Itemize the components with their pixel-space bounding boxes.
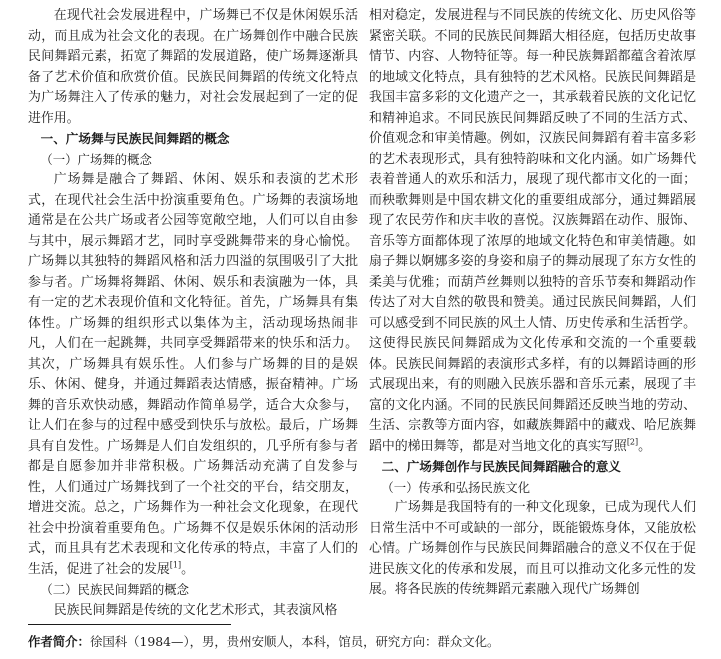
footnote-text: 徐国科（1984—），男，贵州安顺人，本科，馆员，研究方向：群众文化。 — [89, 634, 500, 649]
body-paragraph: 民族民间舞蹈是传统的文化艺术形式，其表演风格 — [53, 602, 338, 618]
intro-paragraph: 在现代社会发展进程中，广场舞已不仅是休闲娱乐活动，而且成为社会文化的表现。在广场舞创作中融合民族民间舞蹈元素，拓宽了舞蹈的发展道路，使广场舞逐渐具备了艺术价值和欣赏价值。民族民间舞蹈的传统文化特点为广场舞注入了传承的魅力，对社会发展起到了一定的促进作用。 — [28, 8, 358, 126]
subsection-heading-2: （二）民族民间舞蹈的概念 — [40, 582, 190, 597]
right-column — [369, 6, 696, 606]
section-heading-2: 二、广场舞创作与民族民间舞蹈融合的意义 — [381, 459, 621, 474]
paragraph-text: 广场舞是融合了舞蹈、休闲、娱乐和表演的艺术形式，在现代社会生活中扮演重要角色。广场舞的表演场地通常是在公共广场或者公园等宽敞空地，人们可以自由参与其中，展示舞蹈才艺，同时享受跳舞带来的身心愉悦。广场舞以其独特的舞蹈风格和活力四溢的氛围吸引了大批参与者。广场舞将舞蹈、休闲、娱乐和表演融为一体，具有一定的艺术表现价值和文化特征。首先，广场舞具有集体性。广场舞的组织形式以集体为主，活动现场热闹非凡，人们在一起跳舞，共同享受舞蹈带来的快乐和活力。其次，广场舞具有娱乐性。人们参与广场舞的目的是娱乐、休闲、健身，并通过舞蹈表达情感，振奋精神。广场舞的音乐欢快动感，舞蹈动作简单易学，适合大众参与，让人们在参与的过程中感受到快乐与放松。最后，广场舞具有自发性。广场舞是人们自发组织的，几乎所有参与者都是自愿参加并非常积极。广场舞活动充满了自发参与性，人们通过广场舞找到了一个社交的平台，结交朋友，增进交流。总之，广场舞作为一种社会文化现象，在现代社会中扮演着重要角色。广场舞不仅是娱乐休闲的活动形式，而且具有艺术表现和文化传承的特点，丰富了人们的生活，促进了社会的发展 — [28, 172, 358, 577]
citation-ref: [2] — [626, 437, 639, 447]
citation-ref: [1] — [169, 560, 182, 570]
subsection-heading-3: （一）传承和弘扬民族文化 — [381, 479, 531, 495]
section-heading-1: 一、广场舞与民族民间舞蹈的概念 — [40, 131, 230, 146]
footnote-divider — [28, 624, 231, 625]
body-paragraph: 广场舞是我国特有的一种文化现象，已成为现代人们日常生活中不可或缺的一部分，既能锻炼身体，又能放松心情。广场舞创作与民族民间舞蹈融合的意义不仅在于促进民族文化的传承和发展，而且可以推动文化多元性的发展。将各民族的传统舞蹈元素融入现代广场舞创 — [369, 500, 696, 597]
paragraph-end: 。 — [181, 561, 195, 577]
left-column — [28, 6, 358, 618]
author-footnote — [28, 632, 708, 652]
paragraph-end: 。 — [638, 438, 652, 454]
paragraph-text: 相对稳定，发展进程与不同民族的传统文化、历史风俗等紧密关联。不同的民族民间舞蹈大相径庭，包括历史故事情节、内容、人物特征等。每一种民族舞蹈都蕴含着浓厚的地域文化特点，具有独特的艺术风格。民族民间舞蹈是我国丰富多彩的文化遗产之一，其承载着民族的文化记忆和精神追求。不同民族民间舞蹈反映了不同的生活方式、价值观念和审美情趣。例如，汉族民间舞蹈有着丰富多彩的艺术表现形式，具有独特韵味和文化内涵。如广场舞代表着普通人的欢乐和活力，展现了现代都市文化的一面；而秧歌舞则是中国农耕文化的重要组成部分，通过舞蹈展现了农民劳作和庆丰收的喜悦。汉族舞蹈在动作、服饰、音乐等方面都体现了浓厚的地域文化特色和审美情趣。如扇子舞以婀娜多姿的身姿和扇子的舞动展现了东方女性的柔美与优雅；而葫芦丝舞则以独特的音乐节奏和舞蹈动作传达了对大自然的敬畏和赞美。通过民族民间舞蹈，人们可以感受到不同民族的风土人情、历史传承和生活哲学。这使得民族民间舞蹈成为文化传承和交流的一个重要载体。民族民间舞蹈的表演形式多样，有的以舞蹈诗画的形式展现出来，有的则融入民族乐器和音乐元素，展现了丰富的文化内涵。不同的民族民间舞蹈还反映当地的劳动、生活、宗教等方面内容，如藏族舞蹈中的藏戏、哈尼族舞蹈中的梯田舞等，都是对当地文化的真实写照 — [369, 8, 696, 454]
body-paragraph-continued — [369, 6, 696, 457]
subsection-heading-1: （一）广场舞的概念 — [40, 151, 152, 167]
footnote-label: 作者简介： — [28, 634, 90, 649]
body-paragraph — [28, 170, 358, 580]
